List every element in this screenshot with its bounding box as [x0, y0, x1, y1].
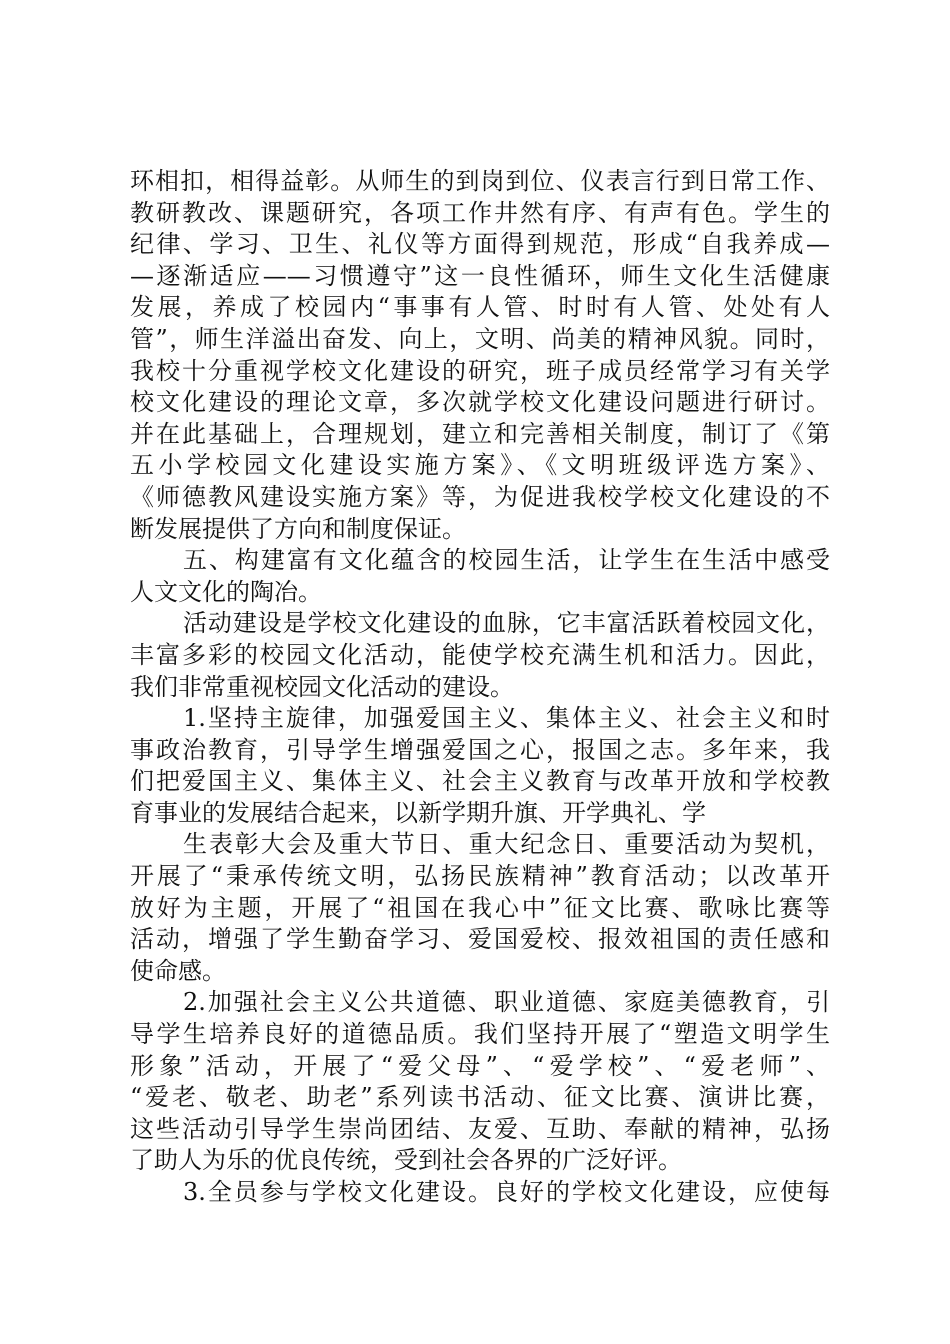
text-line: 纪律、学习、卫生、礼仪等方面得到规范，形成“自我养成— [130, 230, 830, 259]
text-line: 管”，师生洋溢出奋发、向上，文明、尚美的精神风貌。同时， [130, 324, 830, 353]
text-line: 了助人为乐的优良传统，受到社会各界的广泛好评。 [130, 1146, 682, 1175]
text-line: 事政治教育，引导学生增强爱国之心，报国之志。多年来，我 [130, 735, 830, 764]
text-line: 开展了“秉承传统文明，弘扬民族精神”教育活动；以改革开 [130, 862, 830, 891]
text-line: 导学生培养良好的道德品质。我们坚持开展了“塑造文明学生 [130, 1020, 830, 1049]
text-line: —逐渐适应——习惯遵守”这一良性循环，师生文化生活健康 [130, 261, 830, 290]
text-line: 我校十分重视学校文化建设的研究，班子成员经常学习有关学 [130, 356, 830, 385]
text-line: “爱老、敬老、助老”系列读书活动、征文比赛、演讲比赛， [130, 1083, 830, 1112]
text-line: 2.加强社会主义公共道德、职业道德、家庭美德教育，引 [183, 988, 830, 1017]
text-line: 们把爱国主义、集体主义、社会主义教育与改革开放和学校教 [130, 767, 830, 796]
document-body-text [130, 166, 830, 1209]
text-line: 活动，增强了学生勤奋学习、爱国爱校、报效祖国的责任感和 [130, 925, 830, 954]
text-line: 发展，养成了校园内“事事有人管、时时有人管、处处有人 [130, 293, 830, 322]
text-line: 环相扣，相得益彰。从师生的到岗到位、仪表言行到日常工作、 [130, 167, 830, 195]
text-line: 1.坚持主旋律，加强爱国主义、集体主义、社会主义和时 [183, 704, 830, 733]
text-line: 3.全员参与学校文化建设。良好的学校文化建设，应使每 [183, 1178, 830, 1206]
text-line: 并在此基础上，合理规划，建立和完善相关制度，制订了《第 [130, 419, 830, 448]
text-line: 生表彰大会及重大节日、重大纪念日、重要活动为契机， [183, 830, 830, 859]
text-line: 教研教改、课题研究，各项工作井然有序、有声有色。学生的 [130, 198, 830, 227]
text-line: 活动建设是学校文化建设的血脉，它丰富活跃着校园文化， [183, 609, 830, 638]
text-line: 形象”活动，开展了“爱父母”、“爱学校”、“爱老师”、 [130, 1051, 830, 1080]
text-line: 校文化建设的理论文章，多次就学校文化建设问题进行研讨。 [130, 388, 830, 417]
text-line: 丰富多彩的校园文化活动，能使学校充满生机和活力。因此， [130, 640, 830, 669]
text-line: 我们非常重视校园文化活动的建设。 [130, 672, 514, 701]
text-line: 放好为主题，开展了“祖国在我心中”征文比赛、歌咏比赛等 [130, 893, 830, 922]
text-line: 使命感。 [130, 956, 226, 985]
text-line: 断发展提供了方向和制度保证。 [130, 514, 466, 543]
text-line: 五小学校园文化建设实施方案》、《文明班级评选方案》、 [130, 451, 830, 480]
text-line: 《师德教风建设实施方案》等，为促进我校学校文化建设的不 [130, 482, 830, 511]
text-line: 育事业的发展结合起来，以新学期升旗、开学典礼、学 [130, 798, 706, 827]
text-line: 五、构建富有文化蕴含的校园生活，让学生在生活中感受 [183, 546, 830, 575]
text-line: 人文文化的陶冶。 [130, 577, 322, 606]
text-line: 这些活动引导学生崇尚团结、友爱、互助、奉献的精神，弘扬 [130, 1114, 830, 1143]
